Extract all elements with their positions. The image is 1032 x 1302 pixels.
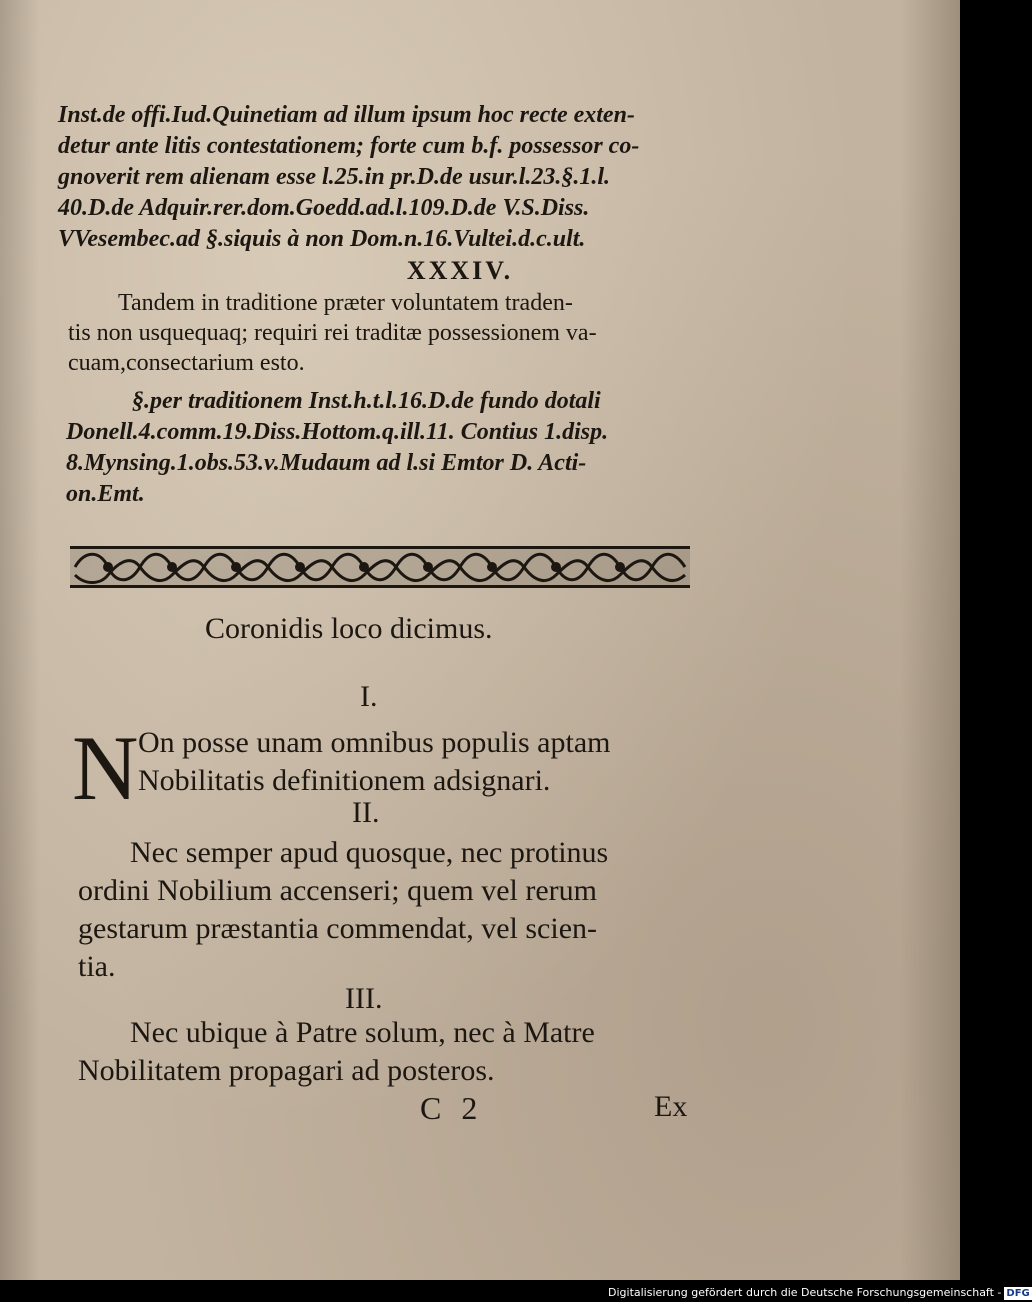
thesis-line: cuam,consectarium esto. bbox=[68, 350, 305, 376]
item-line: Nec ubique à Patre solum, nec à Matre bbox=[130, 1016, 595, 1049]
item-text bbox=[138, 724, 698, 800]
footer-text: Digitalisierung gefördert durch die Deutsche Forschungsgemeinschaft - bbox=[608, 1286, 1002, 1299]
coronis-title: Coronidis loco dicimus. bbox=[205, 612, 493, 645]
thesis-text bbox=[68, 288, 708, 378]
item-line: ordini Nobilium accenseri; quem vel rerum bbox=[78, 874, 598, 907]
item-line: tia. bbox=[78, 950, 116, 983]
citation-line: 40.D.de Adquir.rer.dom.Goedd.ad.l.109.D.de V.S.Diss. bbox=[58, 195, 590, 221]
citation-line: detur ante litis contestationem; forte cum b.f. possessor co- bbox=[58, 133, 640, 159]
citation-line: on.Emt. bbox=[66, 481, 145, 507]
item-line: On posse unam omnibus populis aptam bbox=[138, 726, 611, 759]
thesis-line: Tandem in traditione præter voluntatem traden- bbox=[118, 290, 573, 316]
citation-block-1 bbox=[58, 100, 698, 255]
item-line: Nobilitatis definitionem adsignari. bbox=[138, 764, 551, 797]
signature-mark: C 2 bbox=[420, 1090, 484, 1126]
digitization-footer bbox=[608, 1284, 1030, 1302]
citation-line: VVesembec.ad §.siquis à non Dom.n.16.Vultei.d.c.ult. bbox=[58, 226, 586, 252]
citation-line: gnoverit rem alienam esse l.25.in pr.D.de usur.l.23.§.1.l. bbox=[58, 164, 611, 190]
item-text bbox=[78, 1014, 718, 1090]
citation-line: Inst.de offi.Iud.Quinetiam ad illum ipsum hoc recte exten- bbox=[58, 102, 635, 128]
citation-block-2 bbox=[66, 386, 706, 510]
thesis-line: tis non usquequaq; requiri rei traditæ possessionem va- bbox=[68, 320, 597, 346]
thesis-numeral: XXXIV. bbox=[406, 256, 514, 285]
catchword: Ex bbox=[654, 1090, 688, 1123]
dfg-logo: DFG bbox=[1006, 1287, 1030, 1299]
citation-line: 8.Mynsing.1.obs.53.v.Mudaum ad l.si Emtor D. Acti- bbox=[66, 450, 587, 476]
item-numeral: II. bbox=[352, 796, 380, 829]
item-numeral: III. bbox=[345, 982, 383, 1015]
ornament-band-icon bbox=[70, 545, 690, 589]
citation-line: §.per traditionem Inst.h.t.l.16.D.de fundo dotali bbox=[132, 388, 601, 414]
citation-line: Donell.4.comm.19.Diss.Hottom.q.ill.11. Contius 1.disp. bbox=[66, 419, 609, 445]
drop-cap: N bbox=[72, 717, 139, 819]
item-line: Nobilitatem propagari ad posteros. bbox=[78, 1054, 495, 1087]
item-text bbox=[78, 834, 718, 986]
item-line: gestarum præstantia commendat, vel scien- bbox=[78, 912, 598, 945]
item-line: Nec semper apud quosque, nec protinus bbox=[130, 836, 609, 869]
item-numeral: I. bbox=[360, 680, 378, 713]
